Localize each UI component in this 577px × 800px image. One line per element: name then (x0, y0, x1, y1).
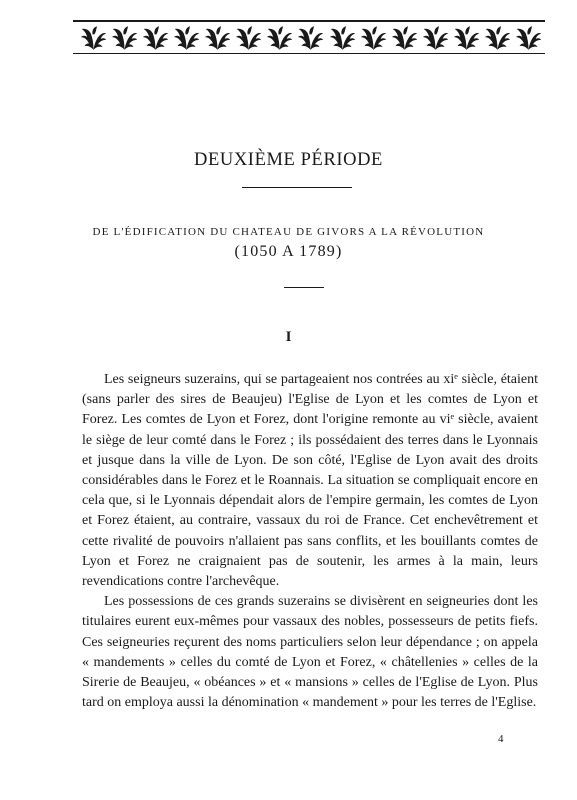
leaf-fleuron-icon (80, 25, 107, 51)
leaf-fleuron-icon (235, 25, 262, 51)
leaf-fleuron-icon (266, 25, 293, 51)
ornament-bottom-rule (73, 53, 545, 54)
page-title: DEUXIÈME PÉRIODE (194, 150, 383, 170)
leaf-fleuron-icon (173, 25, 200, 51)
paragraph: Les possessions de ces grands suzerains se divisèrent en seigneuries dont les titulaires eurent eux-mêmes pour vassaux des nobles, possesseurs de petits fiefs. Ces seigneuries reçurent des noms particuliers selon leur dépendance ; on appela « mandements » celles du comté de Lyon et Forez, « châtellenies » celles de la Sirerie de Beaujeu, « obéances » et « mansions » celles de l'Eglise de Lyon. Plus tard on employa aussi la dénomination « mandement » pour les terres de l'Eglise. (82, 594, 538, 711)
subtitle-divider (284, 287, 324, 288)
section-number: I (285, 329, 292, 345)
period-dates: (1050 A 1789) (234, 243, 343, 260)
ornament-band (80, 23, 542, 53)
leaf-fleuron-icon (111, 25, 138, 51)
leaf-fleuron-icon (329, 25, 356, 51)
leaf-fleuron-icon (422, 25, 449, 51)
leaf-fleuron-icon (297, 25, 324, 51)
paragraph: Les seigneurs suzerains, qui se partageaient nos contrées au xiᵉ siècle, étaient (sans parler des sires de Beaujeu) l'Eglise de Lyon et les comtes de Lyon et Forez. Les comtes de Lyon et Forez, dont l'origine remonte au viᵉ siècle, avaient le siège de leur comté dans le Forez ; ils possédaient des terres dans le Lyonnais et jusque dans la ville de Lyon. De son côté, l'Eglise de Lyon avait des droits considérables dans le Forez et le Roannais. La situation se compliquait encore en cela que, si le Lyonnais dépendait alors de l'empire germain, les comtes de Lyon et Forez étaient, au contraire, vassaux du roi de France. Cet enchevêtrement et cette rivalité de pouvoirs n'allaient pas sans conflits, et les bouillants comtes de Lyon et Forez ne craignaient pas de soutenir, les armes à la main, leurs revendications contre l'archevêque. (82, 372, 538, 590)
leaf-fleuron-icon (515, 25, 542, 51)
title-divider (242, 187, 352, 188)
leaf-fleuron-icon (391, 25, 418, 51)
leaf-fleuron-icon (204, 25, 231, 51)
leaf-fleuron-icon (484, 25, 511, 51)
body-text (82, 370, 538, 713)
leaf-fleuron-icon (142, 25, 169, 51)
page-number: 4 (498, 733, 504, 745)
leaf-fleuron-icon (360, 25, 387, 51)
ornament-top-rule (73, 20, 545, 22)
leaf-fleuron-icon (453, 25, 480, 51)
page-subtitle: DE L'ÉDIFICATION DU CHATEAU DE GIVORS A LA RÉVOLUTION (92, 226, 485, 238)
